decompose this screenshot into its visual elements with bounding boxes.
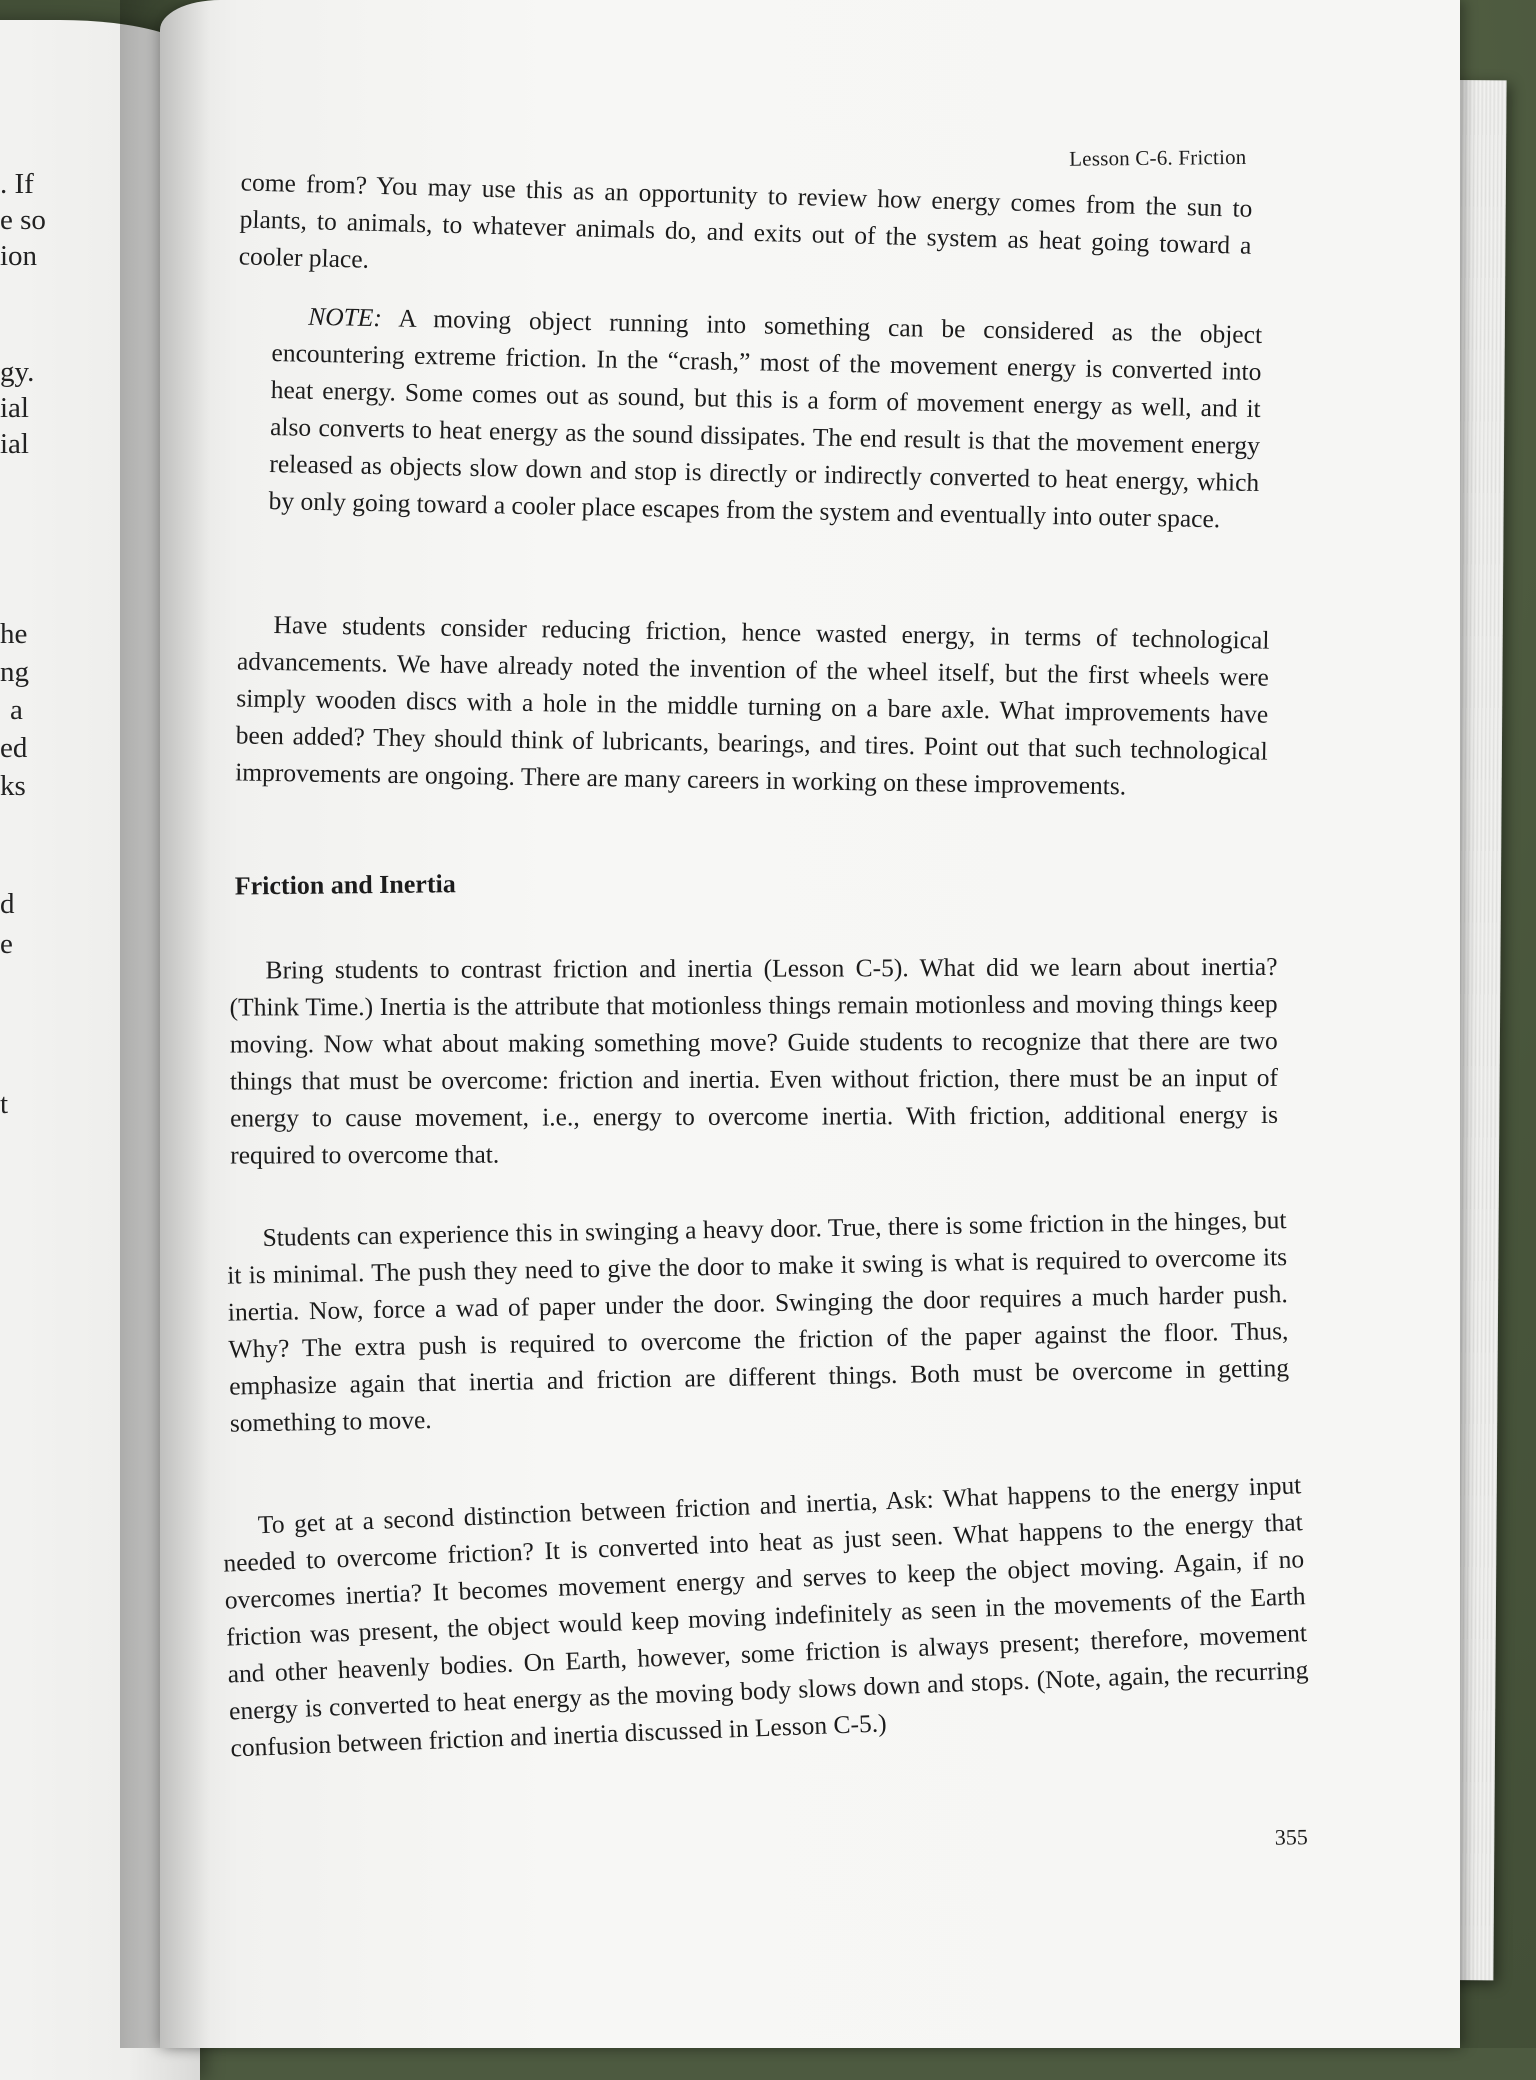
left-page-fragment: gy. (0, 356, 35, 388)
left-page-fragment: t (0, 1088, 9, 1120)
left-page-fragment: e so (0, 204, 46, 236)
left-page-fragment: . If (0, 168, 34, 200)
left-page-fragment: ial (0, 392, 29, 424)
left-page-fragment: he (0, 618, 28, 650)
page-number: 355 (1274, 1824, 1308, 1850)
left-page-fragment: ed (0, 732, 28, 764)
left-page-fragment: ks (0, 770, 26, 802)
reducing-friction-paragraph: Have students consider reducing friction, hence wasted energy, in terms of technological advancements. We have already noted the invention of the wheel itself, but the first wheels were simply wooden discs with a hole in the middle turning on a bare axle. What improvements have been added? They should think of lubricants, bearings, and tires. Point out that such technological improvements are ongoing. There are many careers in working on these improvements. (234, 610, 1270, 801)
left-page-fragment: e (0, 928, 13, 960)
contrast-paragraph: Bring students to contrast friction and inertia (Lesson C-5). What did we learn about inertia? (Think Time.) Inertia is the attribute that motionless things remain motionless and moving things keep moving. Now what about making something move? Guide students to recognize that there are two things that must be overcome: friction and inertia. Even without friction, there must be an input of energy to cause movement, i.e., energy to overcome inertia. With friction, additional energy is required to overcome that. (229, 951, 1279, 1170)
note-body: A moving object running into something can be considered as the object encountering extreme friction. In the “crash,” most of the movement energy is converted into heat energy. Some comes out as sound, but this is a form of movement energy as well, and it also converts to heat energy as the sound dissipates. The end result is that the movement energy released as objects slow down and stop is directly or indirectly converted to heat energy, which by only going toward a cooler place escapes from the system and eventually into outer space. (268, 303, 1263, 534)
door-paragraph: Students can experience this in swinging a heavy door. True, there is some friction in the hinges, but it is minimal. The push they need to give the door to make it swing is what is required to overcome its inertia. Now, force a wad of paper under the door. Swinging the door requires a much harder push. Why? The extra push is required to overcome the friction of the paper against the floor. Thus, emphasize again that inertia and friction are different things. Both must be overcome in getting something to move. (226, 1205, 1290, 1438)
distinction-paragraph: To get at a second distinction between friction and inertia, Ask: What happens to the energy input needed to overcome friction? It is converted into heat as just seen. What happens to the energy that overcomes inertia? It becomes movement energy and serves to keep the object moving. Again, if no friction was present, the object would keep moving indefinitely as seen in the movements of the Earth and other heavenly bodies. On Earth, however, some friction is always present; therefore, movement energy is converted to heat energy as the moving body slows down and stops. (Note, again, the recurring confusion between friction and inertia discussed in Lesson C-5.) (222, 1470, 1309, 1763)
left-page-fragment: ial (0, 428, 29, 460)
left-page-fragment: a (10, 694, 23, 726)
intro-paragraph: come from? You may use this as an opportunity to review how energy comes from the sun to plants, to animals, to whatever animals do, and exits out of the system as heat going toward a cooler place. (238, 167, 1253, 274)
section-heading: Friction and Inertia (234, 869, 456, 901)
left-page-fragment: d (0, 888, 15, 920)
note-label: NOTE: (307, 301, 383, 333)
left-page-fragment: ion (0, 240, 38, 272)
note-paragraph (268, 297, 1262, 538)
left-page-fragment: ng (0, 656, 29, 688)
running-head: Lesson C-6. Friction (1069, 144, 1247, 171)
